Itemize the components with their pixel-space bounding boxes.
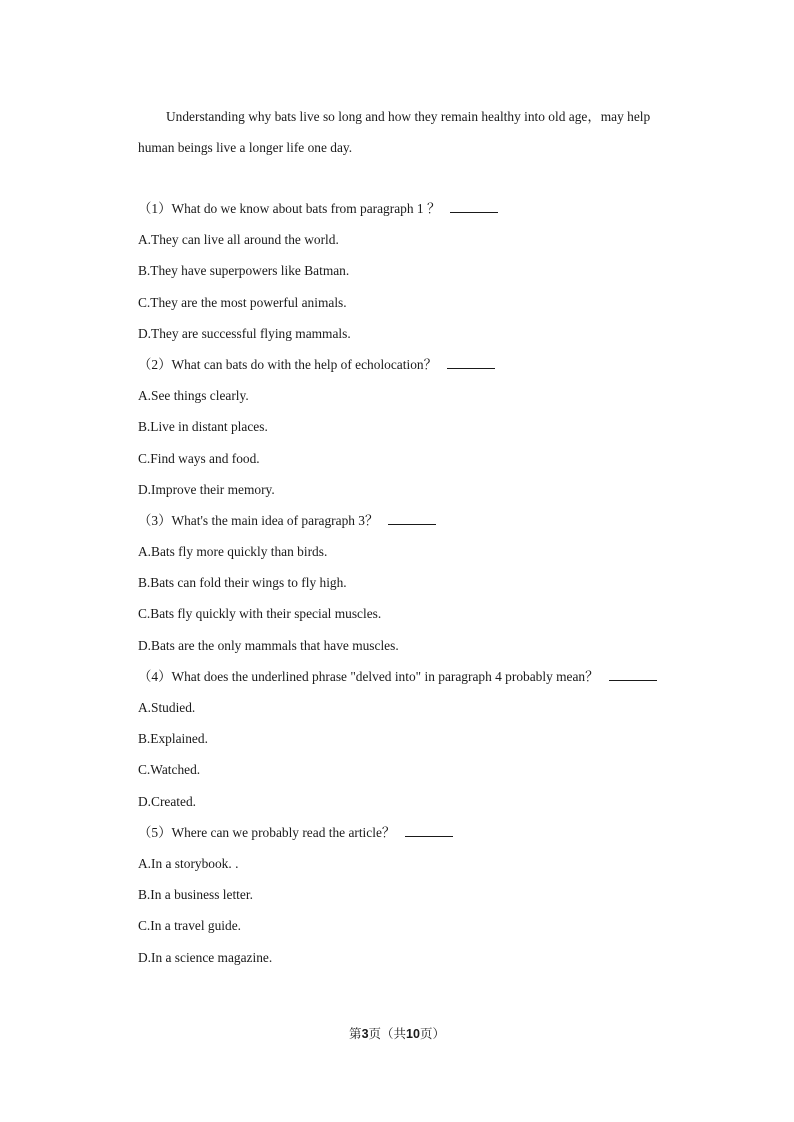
footer-middle: 页（共 [368, 1027, 407, 1041]
intro-line-1: Understanding why bats live so long and how they remain healthy into old age，may help [166, 109, 651, 124]
option-b: B.Live in distant places. [138, 419, 268, 435]
option-a: A.In a storybook. . [138, 855, 239, 871]
footer-page-number: 3 [361, 1027, 369, 1041]
intro-line-2: human beings live a longer life one day. [138, 140, 353, 155]
option-a: A.They can live all around the world. [138, 232, 339, 248]
question-stem: （1）What do we know about bats from paragraph 1 ？ [138, 193, 718, 224]
page-footer [0, 1024, 794, 1042]
option-a: A.See things clearly. [138, 388, 249, 404]
option-d: D.They are successful flying mammals. [138, 325, 351, 341]
option-b: B.They have superpowers like Batman. [138, 263, 350, 279]
option-c: C.Find ways and food. [138, 450, 260, 466]
option-b: B.Bats can fold their wings to fly high. [138, 575, 347, 591]
footer-suffix: 页） [419, 1027, 445, 1041]
question-stem: （2）What can bats do with the help of echolocation？ [138, 349, 718, 380]
option-d: D.Created. [138, 793, 197, 809]
answer-blank [450, 200, 498, 213]
intro-paragraph [138, 101, 698, 163]
option-a: A.Studied. [138, 700, 196, 715]
question-stem: （4）What does the underlined phrase "delved into" in paragraph 4 probably mean？ [138, 661, 718, 692]
footer-prefix: 第 [349, 1027, 362, 1041]
question-4 [138, 661, 718, 817]
question-2 [138, 349, 718, 505]
option-d: D.Improve their memory. [138, 481, 275, 497]
question-list [138, 193, 718, 973]
option-d: D.In a science magazine. [138, 949, 273, 965]
option-c: C.Watched. [138, 762, 201, 778]
option-c: C.Bats fly quickly with their special muscles. [138, 606, 382, 622]
answer-blank [405, 824, 453, 837]
option-a: A.Bats fly more quickly than birds. [138, 544, 328, 560]
answer-blank [447, 356, 495, 369]
question-5 [138, 817, 718, 973]
answer-blank [388, 512, 436, 525]
option-d: D.Bats are the only mammals that have muscles. [138, 637, 399, 653]
option-b: B.In a business letter. [138, 887, 253, 903]
question-3 [138, 505, 718, 661]
footer-total-pages: 10 [406, 1027, 420, 1041]
question-stem: （3）What's the main idea of paragraph 3？ [138, 505, 718, 536]
option-c: C.In a travel guide. [138, 918, 241, 934]
answer-blank [609, 668, 657, 681]
option-b: B.Explained. [138, 731, 208, 747]
question-stem: （5）Where can we probably read the article？ [138, 817, 718, 848]
option-c: C.They are the most powerful animals. [138, 294, 347, 310]
question-1 [138, 193, 718, 349]
